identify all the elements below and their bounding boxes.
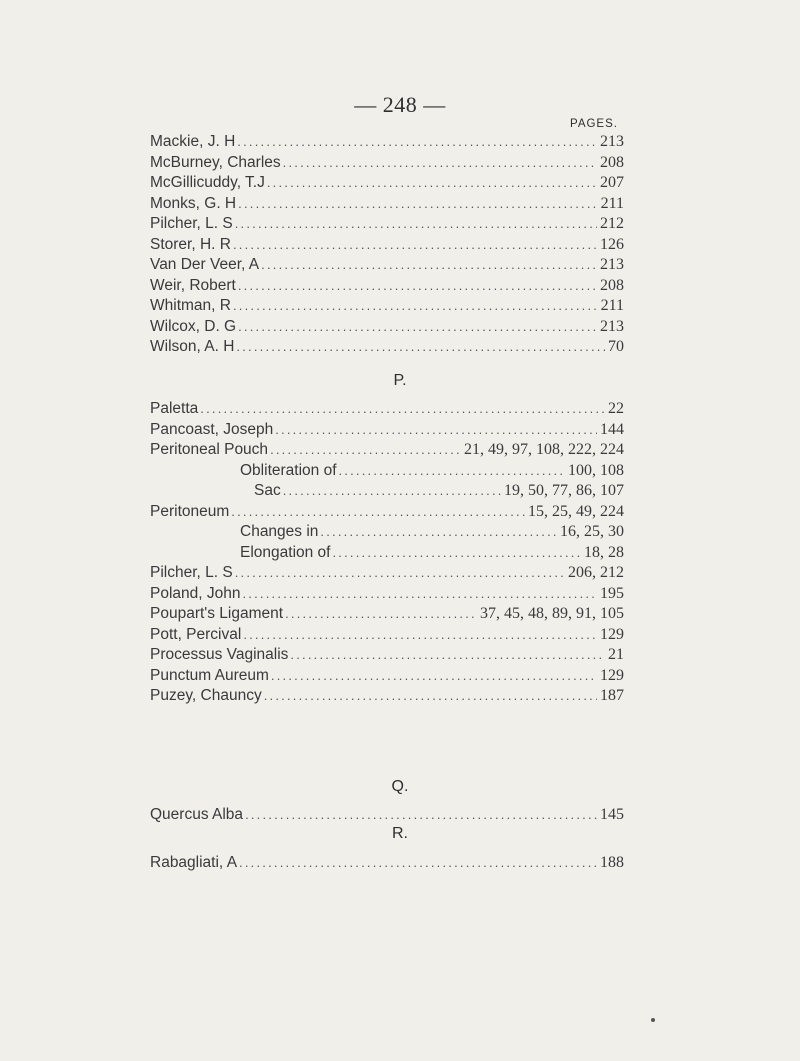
entry-pages: 213	[600, 256, 624, 273]
entry-pages: 195	[600, 584, 624, 602]
entry-name: Poland, John	[150, 584, 241, 602]
dot-leader	[264, 686, 597, 706]
entry-pages: 208	[600, 276, 624, 294]
index-entry	[150, 255, 624, 275]
dot-leader	[243, 625, 597, 645]
entry-pages: 213	[600, 317, 624, 335]
index-entry	[150, 235, 624, 255]
index-entry	[150, 399, 624, 419]
dot-leader	[238, 194, 597, 214]
dot-leader	[320, 522, 557, 542]
section-heading-p: P.	[393, 372, 407, 389]
index-entry	[150, 214, 624, 234]
page-number: — 248 —	[354, 92, 446, 117]
index-entry	[150, 686, 624, 706]
index-entry	[240, 522, 624, 542]
entry-name: Obliteration of	[240, 461, 337, 479]
index-entry	[150, 276, 624, 296]
dot-leader	[275, 420, 597, 440]
entry-name: Punctum Aureum	[150, 666, 269, 684]
index-entry	[150, 153, 624, 173]
entry-name: Monks, G. H	[150, 194, 237, 212]
entry-pages: 211	[600, 297, 624, 314]
index-entry	[150, 853, 624, 873]
index-entry	[150, 317, 624, 337]
entry-pages: 129	[600, 625, 624, 643]
entry-name: Storer, H. R	[150, 235, 231, 253]
entry-pages: 207	[600, 174, 624, 191]
entry-pages: 129	[600, 666, 624, 684]
entry-name: Van Der Veer, A	[150, 256, 260, 273]
dot-leader	[245, 805, 597, 825]
paper-speck	[651, 1018, 655, 1022]
dot-leader	[238, 317, 597, 337]
entry-pages: 19, 50, 77, 86, 107	[504, 482, 624, 499]
entry-name: Wilcox, D. G	[150, 317, 237, 335]
dot-leader	[339, 461, 566, 481]
index-entry	[150, 420, 624, 440]
index-entry	[150, 666, 624, 686]
entry-name: McBurney, Charles	[150, 153, 281, 171]
entry-name: Rabagliati, A	[150, 854, 238, 871]
entry-pages: 100, 108	[568, 461, 624, 479]
entry-name: McGillicuddy, T.J	[150, 174, 265, 191]
dot-leader	[238, 276, 597, 296]
entry-name: Sac	[254, 482, 281, 499]
entry-name: Mackie, J. H	[150, 133, 236, 150]
dot-leader	[285, 604, 477, 624]
entry-name: Peritoneal Pouch	[150, 441, 269, 458]
entry-pages: 212	[600, 215, 624, 232]
dot-leader	[283, 153, 597, 173]
dot-leader	[290, 645, 605, 665]
entry-pages: 37, 45, 48, 89, 91, 105	[480, 605, 624, 622]
dot-leader	[231, 502, 525, 522]
index-entry	[150, 502, 624, 522]
entry-pages: 208	[600, 153, 624, 171]
dot-leader	[233, 235, 597, 255]
entry-name: Weir, Robert	[150, 276, 236, 294]
entry-pages: 188	[600, 854, 624, 871]
index-entry	[150, 173, 624, 193]
section-heading-r: R.	[392, 825, 408, 842]
entry-name: Pilcher, L. S	[150, 564, 233, 581]
index-entry	[150, 194, 624, 214]
entry-name: Elongation of	[240, 543, 331, 561]
entry-name: Pott, Percival	[150, 625, 242, 643]
entry-pages: 145	[600, 806, 624, 823]
dot-leader	[235, 563, 565, 583]
entry-name: Pilcher, L. S	[150, 215, 233, 232]
entry-name: Peritoneum	[150, 502, 230, 520]
index-entry	[150, 132, 624, 152]
dot-leader	[200, 399, 605, 419]
entry-pages: 70	[608, 338, 624, 355]
dot-leader	[239, 853, 597, 873]
index-entry	[150, 625, 624, 645]
entry-name: Pancoast, Joseph	[150, 420, 274, 438]
entry-pages: 211	[600, 194, 624, 212]
dot-leader	[243, 584, 598, 604]
index-entry	[254, 481, 624, 501]
entry-pages: 144	[600, 420, 624, 438]
entry-name: Quercus Alba	[150, 806, 244, 823]
entry-pages: 21, 49, 97, 108, 222, 224	[464, 441, 624, 458]
index-entry	[150, 805, 624, 825]
dot-leader	[271, 666, 597, 686]
entry-name: Changes in	[240, 523, 319, 540]
index-entry	[150, 604, 624, 624]
index-entry	[150, 337, 624, 357]
index-entry	[150, 563, 624, 583]
index-entry	[240, 461, 624, 481]
entry-pages: 18, 28	[584, 543, 624, 561]
index-entry	[150, 645, 624, 665]
entry-name: Wilson, A. H	[150, 338, 235, 355]
index-entry	[150, 296, 624, 316]
entry-pages: 22	[608, 400, 624, 417]
entry-pages: 126	[600, 235, 624, 253]
pages-column-header: PAGES.	[570, 118, 618, 130]
entry-pages: 213	[600, 133, 624, 150]
dot-leader	[235, 214, 597, 234]
entry-name: Whitman, R	[150, 297, 231, 314]
dot-leader	[333, 543, 582, 563]
entry-pages: 16, 25, 30	[560, 523, 624, 540]
entry-pages: 15, 25, 49, 224	[528, 502, 624, 520]
dot-leader	[233, 296, 598, 316]
section-heading-q: Q.	[391, 778, 409, 795]
entry-name: Processus Vaginalis	[150, 646, 289, 663]
dot-leader	[267, 173, 597, 193]
dot-leader	[237, 132, 597, 152]
entry-name: Puzey, Chauncy	[150, 687, 262, 704]
entry-pages: 21	[608, 646, 624, 663]
index-entry	[150, 584, 624, 604]
dot-leader	[261, 255, 597, 275]
dot-leader	[283, 481, 501, 501]
entry-name: Paletta	[150, 400, 199, 417]
entry-name: Poupart's Ligament	[150, 605, 284, 622]
dot-leader	[270, 440, 461, 460]
dot-leader	[236, 337, 605, 357]
entry-pages: 187	[600, 687, 624, 704]
index-entry	[150, 440, 624, 460]
index-entry	[240, 543, 624, 563]
entry-pages: 206, 212	[568, 564, 624, 581]
